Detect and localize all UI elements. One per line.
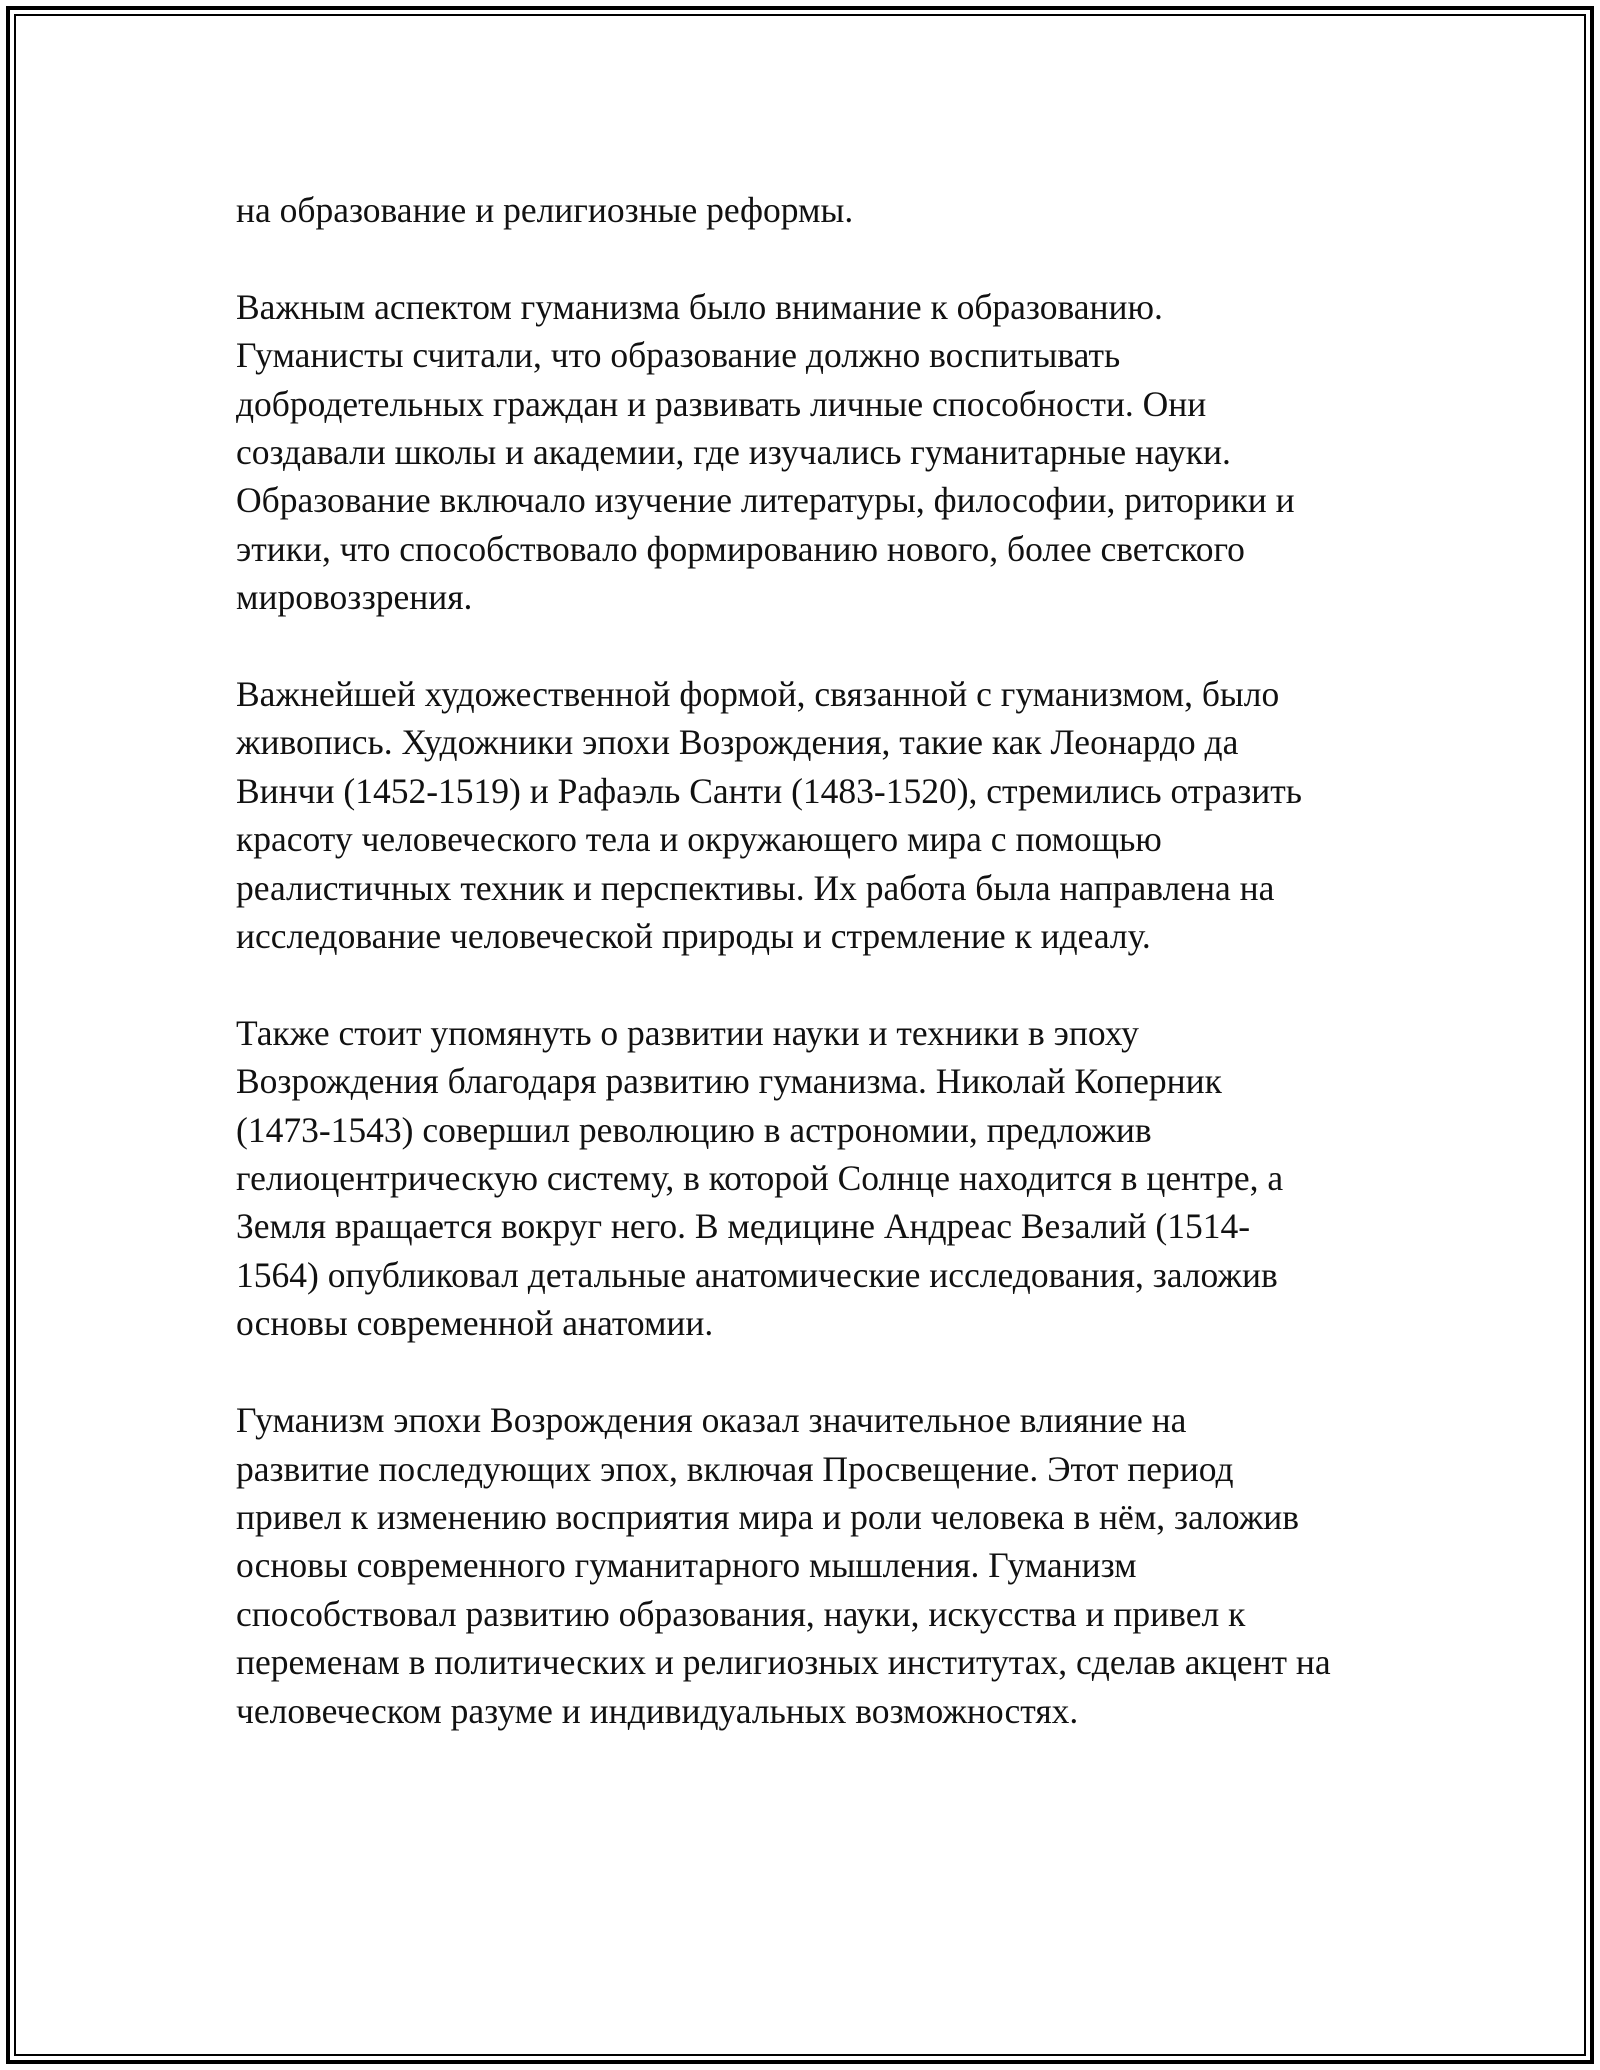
text-line: основы современного гуманитарного мышления. Гуманизм [236,1545,1137,1586]
document-paragraph [236,670,1376,960]
text-line: Гуманизм эпохи Возрождения оказал значительное влияние на [236,1400,1187,1441]
document-paragraph [236,283,1376,622]
text-line: Также стоит упомянуть о развитии науки и техники в эпоху [236,1012,1139,1053]
text-line: способствовал развитию образования, науки, искусства и привел к [236,1593,1246,1634]
document-paragraph [236,186,1376,234]
text-line: исследование человеческой природы и стремление к идеалу. [236,916,1151,957]
text-line: развитие последующих эпох, включая Просвещение. Этот период [236,1448,1234,1489]
text-line: привел к изменению восприятия мира и роли человека в нём, заложив [236,1496,1299,1537]
text-line: (1473-1543) совершил революцию в астрономии, предложив [236,1109,1152,1150]
text-line: Гуманисты считали, что образование должно воспитывать [236,335,1121,376]
document-paragraph [236,1396,1376,1735]
text-line: Земля вращается вокруг него. В медицине Андреас Везалий (1514- [236,1206,1251,1247]
text-line: красоту человеческого тела и окружающего мира с помощью [236,819,1162,860]
text-line: создавали школы и академии, где изучались гуманитарные науки. [236,432,1231,473]
text-line: 1564) опубликовал детальные анатомические исследования, заложив [236,1254,1278,1295]
text-line: гелиоцентрическую систему, в которой Солнце находится в центре, а [236,1158,1284,1199]
text-line: на образование и религиозные реформы. [236,190,854,230]
text-line: Образование включало изучение литературы, философии, риторики и [236,480,1295,521]
text-line: Важнейшей художественной формой, связанной с гуманизмом, было [236,674,1280,715]
text-line: основы современной анатомии. [236,1303,714,1344]
text-line: Винчи (1452-1519) и Рафаэль Санти (1483-1520), стремились отразить [236,770,1302,811]
text-line: человеческом разуме и индивидуальных возможностях. [236,1690,1079,1731]
text-line: добродетельных граждан и развивать личные способности. Они [236,383,1207,424]
document-body [236,186,1376,1783]
text-line: реалистичных техник и перспективы. Их работа была направлена на [236,867,1275,908]
document-paragraph [236,1009,1376,1348]
text-line: Важным аспектом гуманизма было внимание к образованию. [236,286,1163,327]
text-line: переменам в политических и религиозных институтах, сделав акцент на [236,1642,1331,1683]
text-line: Возрождения благодаря развитию гуманизма. Николай Коперник [236,1061,1222,1102]
text-line: мировоззрения. [236,577,473,618]
text-line: этики, что способствовало формированию нового, более светского [236,528,1245,569]
text-line: живопись. Художники эпохи Возрождения, такие как Леонардо да [236,722,1239,763]
